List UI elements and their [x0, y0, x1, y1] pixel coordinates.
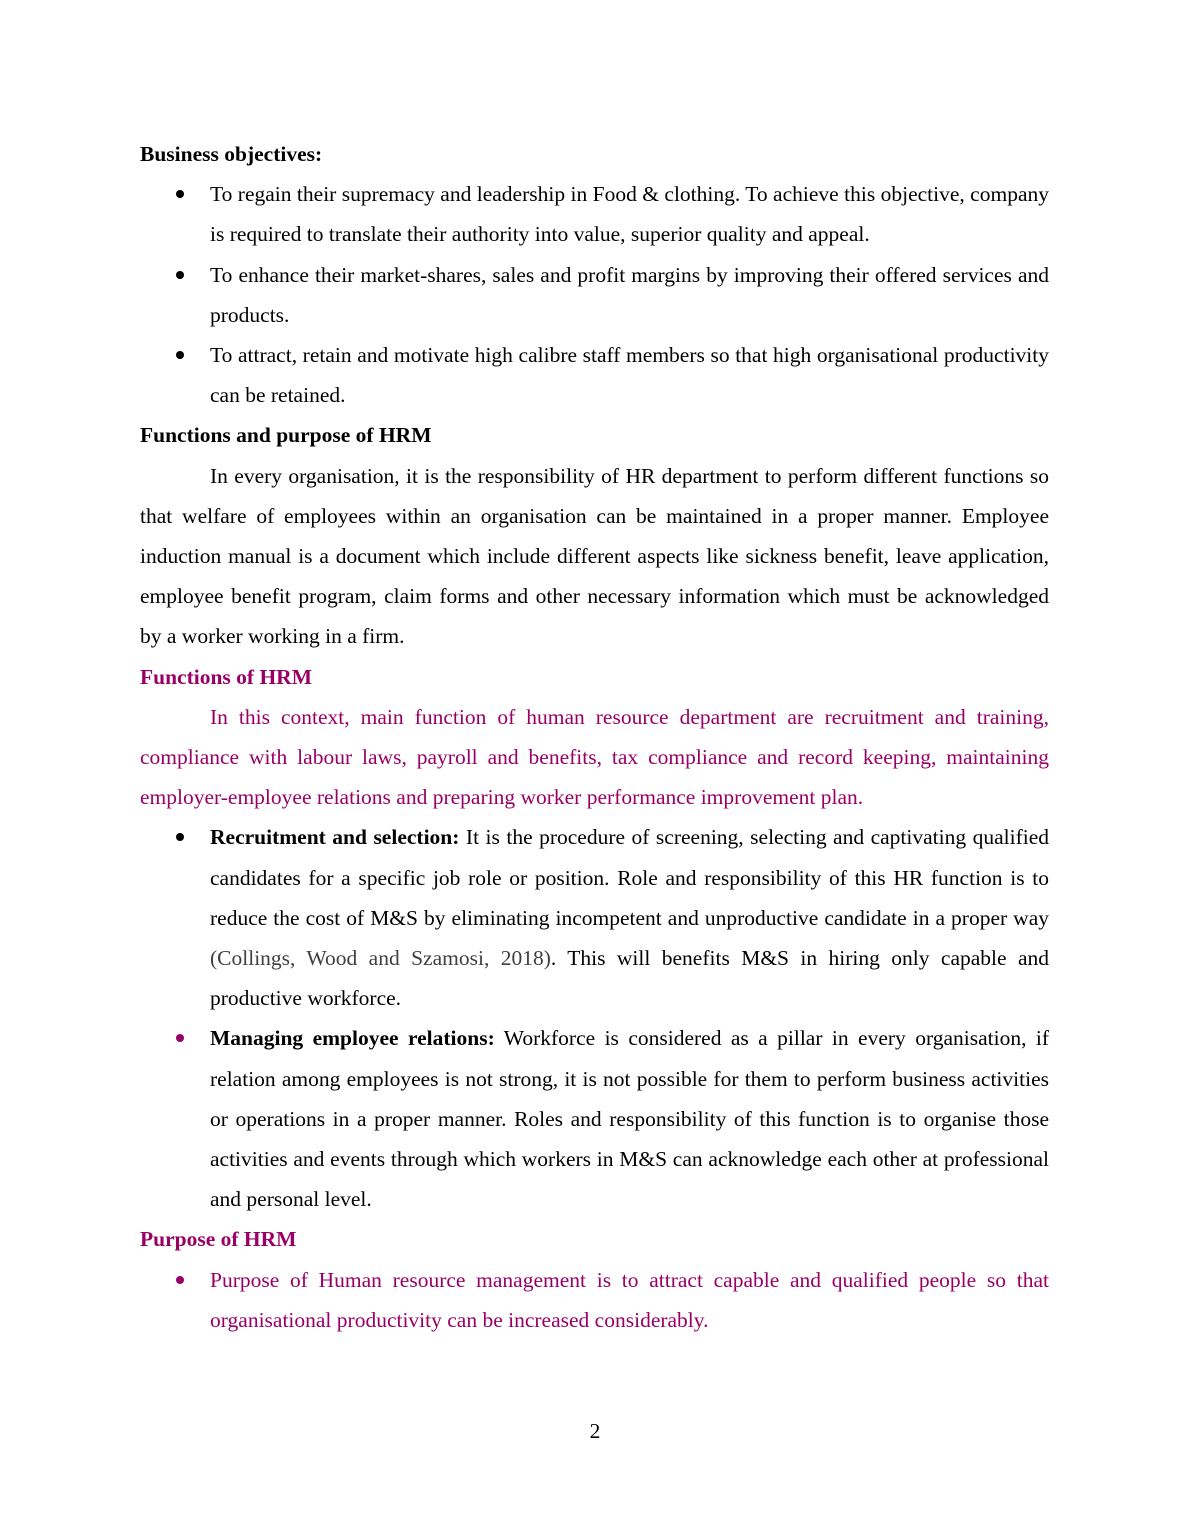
functions-of-hrm-paragraph: In this context, main function of human resource department are recruitment and training, compliance with labour laws, payroll and benefits, tax compliance and record keeping, maintaining employer-employee relations and preparing worker performance improvement plan. — [140, 704, 1049, 810]
purpose-of-hrm-heading: Purpose of HRM — [140, 1227, 297, 1252]
item-title: Recruitment and selection: — [210, 825, 460, 850]
bullet-icon — [176, 1034, 184, 1042]
functions-of-hrm-heading: Functions of HRM — [140, 664, 312, 689]
purpose-list — [140, 1260, 1049, 1340]
business-objectives-list — [140, 174, 1049, 415]
functions-purpose-paragraph: In every organisation, it is the responsibility of HR department to perform different functions so that welfare of employees within an organisation can be maintained in a proper manner. Employee induction manual is a document which include different aspects like sickness benefit, leave application, employee benefit program, claim forms and other necessary information which must be acknowledged by a worker working in a firm. — [140, 463, 1049, 649]
citation: (Collings, Wood and Szamosi, 2018) — [210, 946, 551, 971]
bullet-icon — [176, 833, 184, 841]
page-number: 2 — [589, 1419, 601, 1443]
list-item: Recruitment and selection: It is the procedure of screening, selecting and captivating qualified candidates for a specific job role or position. Role and responsibility of this HR function is to reduce the cost of M&S by eliminating incompetent and unproductive candidate in a proper way (Collings, Wood and Szamosi, 2018). This will benefits M&S in hiring only capable and productive workforce. — [140, 817, 1049, 1018]
bullet-icon — [176, 351, 184, 359]
bullet-icon — [176, 190, 184, 198]
bullet-icon — [176, 1276, 184, 1284]
list-item: To regain their supremacy and leadership in Food & clothing. To achieve this objective, company is required to translate their authority into value, superior quality and appeal. — [140, 174, 1049, 254]
business-objectives-heading: Business objectives: — [140, 142, 323, 166]
list-item: Purpose of Human resource management is to attract capable and qualified people so that organisational productivity can be increased considerably. — [140, 1260, 1049, 1340]
hrm-functions-list — [140, 817, 1049, 1219]
list-item: To enhance their market-shares, sales and profit margins by improving their offered services and products. — [140, 255, 1049, 335]
page-content — [140, 134, 1049, 1340]
list-item: Managing employee relations: Workforce is considered as a pillar in every organisation, if relation among employees is not strong, it is not possible for them to perform business activities or operations in a proper manner. Roles and responsibility of this function is to organise those activities and events through which workers in M&S can acknowledge each other at professional and personal level. — [140, 1018, 1049, 1219]
list-item: To attract, retain and motivate high calibre staff members so that high organisational productivity can be retained. — [140, 335, 1049, 415]
bullet-icon — [176, 271, 184, 279]
item-title: Managing employee relations: — [210, 1026, 495, 1051]
functions-purpose-heading: Functions and purpose of HRM — [140, 423, 432, 448]
